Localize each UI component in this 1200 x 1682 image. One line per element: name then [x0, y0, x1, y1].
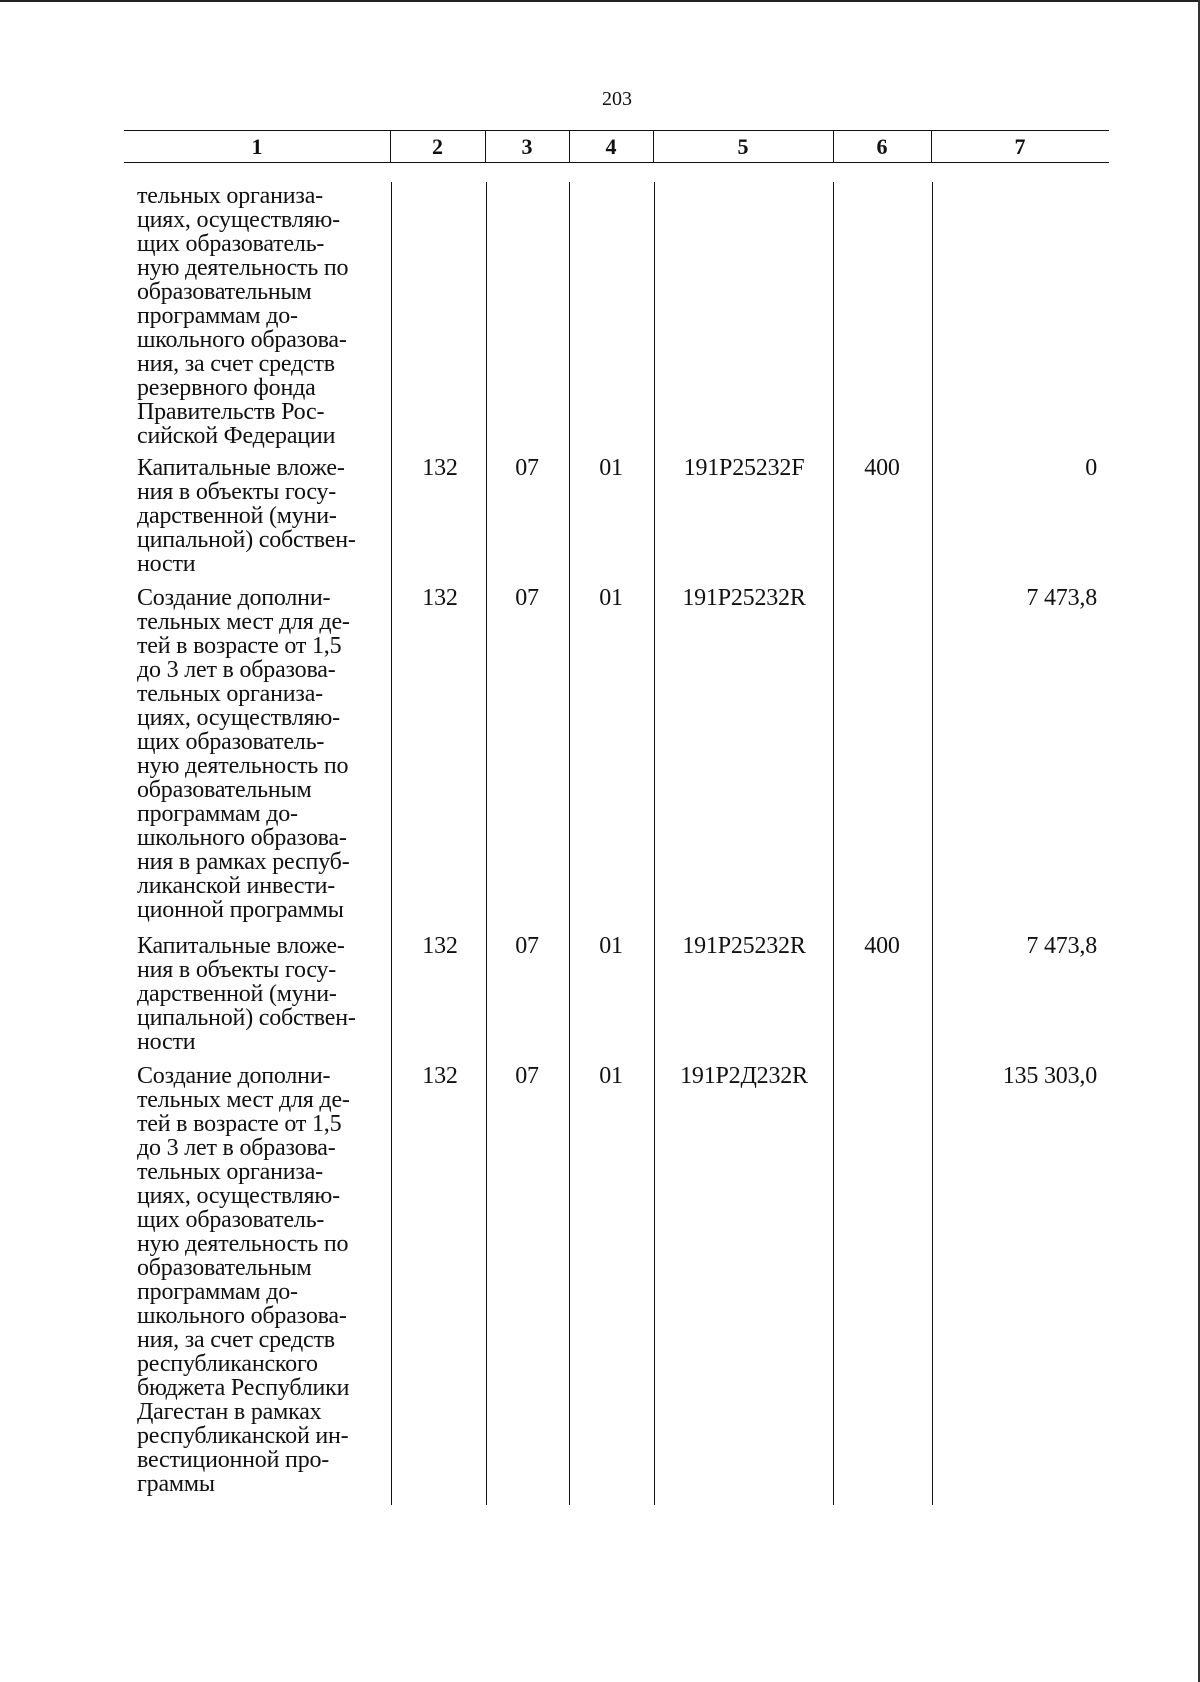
column-divider [391, 182, 392, 1505]
scan-border-top [0, 0, 1200, 2]
cell-col-2: 132 [422, 585, 458, 611]
header-divider [653, 130, 654, 162]
column-divider [486, 182, 487, 1505]
row-description: Создание дополни- тельных мест для де- тей в возрасте от 1,5 до 3 лет в образова- тельных организа- циях, осуществляю- щих образователь- ную деятельность по образовательным программам до- школьного образова- ния, за счет средств республиканского бюджета Республики Дагестан в рамках республиканской ин- вестиционной про- граммы [137, 1063, 350, 1497]
cell-col-5: 191P25232F [683, 455, 805, 481]
cell-col-6: 400 [864, 455, 900, 481]
cell-col-7: 0 [1085, 455, 1097, 481]
header-top-rule [124, 130, 1109, 131]
cell-col-3: 07 [515, 1063, 539, 1089]
header-col-4: 4 [605, 134, 617, 159]
header-col-5: 5 [737, 134, 749, 159]
cell-col-4: 01 [599, 933, 623, 959]
header-col-3: 3 [521, 134, 533, 159]
header-divider [569, 130, 570, 162]
header-col-1: 1 [251, 134, 263, 159]
header-col-2: 2 [432, 134, 443, 159]
cell-col-6: 400 [864, 933, 900, 959]
cell-col-3: 07 [515, 455, 539, 481]
header-divider [833, 130, 834, 162]
column-divider [654, 182, 655, 1505]
page-number: 203 [602, 88, 632, 110]
header-col-6: 6 [876, 134, 888, 159]
cell-col-2: 132 [422, 455, 458, 481]
cell-col-5: 191P25232R [682, 933, 806, 959]
row-description: Создание дополни- тельных мест для де- тей в возрасте от 1,5 до 3 лет в образова- тельных организа- циях, осуществляю- щих образователь- ную деятельность по образовательным программам до- школьного образова- ния в рамках респуб- ликанской инвести- ционной программы [137, 585, 350, 923]
cell-col-2: 132 [422, 1063, 458, 1089]
cell-col-7: 7 473,8 [1026, 585, 1097, 611]
cell-col-3: 07 [515, 585, 539, 611]
cell-col-5: 191P25232R [682, 585, 806, 611]
cell-col-4: 01 [599, 455, 623, 481]
header-divider [390, 130, 391, 162]
header-divider [931, 130, 932, 162]
cell-col-5: 191P2Д232R [680, 1063, 808, 1089]
row-description: Капитальные вложе- ния в объекты госу- дарственной (муни- ципальной) собствен- ности [137, 933, 356, 1055]
column-divider [932, 182, 933, 1505]
header-bottom-rule [124, 162, 1109, 163]
row-description: тельных организа- циях, осуществляю- щих образователь- ную деятельность по образовательным программам до- школьного образова- ния, за счет средств резервного фонда Правительств Рос- сийской Федерации [137, 183, 349, 449]
cell-col-3: 07 [515, 933, 539, 959]
cell-col-7: 135 303,0 [1002, 1063, 1097, 1089]
cell-col-4: 01 [599, 1063, 623, 1089]
cell-col-7: 7 473,8 [1026, 933, 1097, 959]
column-divider [833, 182, 834, 1505]
column-divider [569, 182, 570, 1505]
row-description: Капитальные вложе- ния в объекты госу- дарственной (муни- ципальной) собствен- ности [137, 455, 356, 577]
header-divider [485, 130, 486, 162]
header-col-7: 7 [1014, 134, 1026, 159]
cell-col-2: 132 [422, 933, 458, 959]
cell-col-4: 01 [599, 585, 623, 611]
